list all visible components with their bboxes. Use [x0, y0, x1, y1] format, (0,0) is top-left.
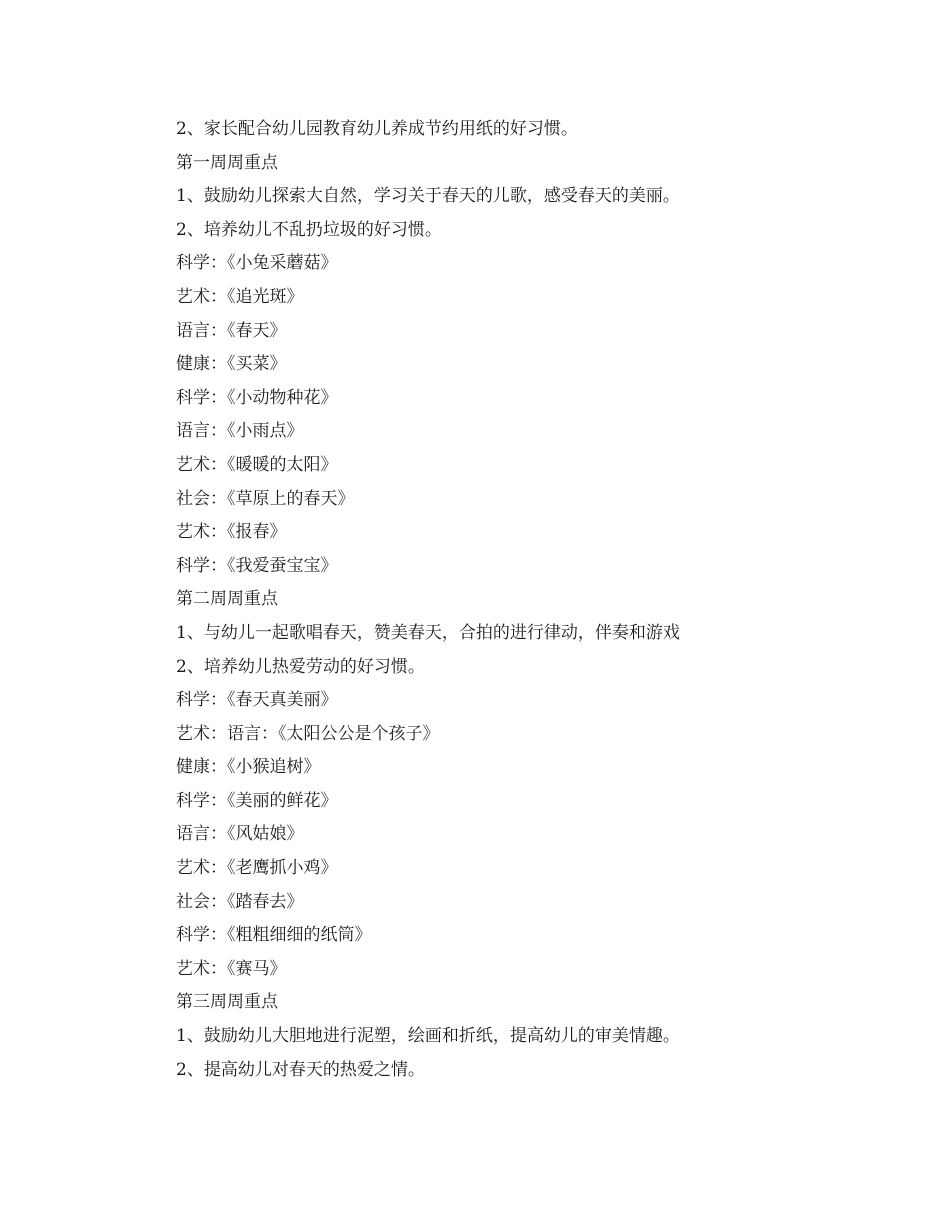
week-1-activity: 科学：《小兔采蘑菇》 [176, 253, 338, 274]
week-2-activity: 语言：《风姑娘》 [176, 824, 304, 845]
week-3-goal-1: 1、鼓励幼儿大胆地进行泥塑，绘画和折纸，提高幼儿的审美情趣。 [176, 1026, 680, 1047]
week-1-activity: 艺术：《暖暖的太阳》 [176, 454, 338, 475]
parent-habit-line: 2、家长配合幼儿园教育幼儿养成节约用纸的好习惯。 [176, 119, 578, 139]
week-1-activity: 语言：《春天》 [176, 320, 287, 341]
week-1-activity: 艺术：《报春》 [176, 522, 287, 543]
week-2-activity: 艺术：《赛马》 [176, 958, 287, 979]
week-2-activity: 艺术：语言：《太阳公公是个孩子》 [176, 723, 440, 744]
week-2-activity: 科学：《春天真美丽》 [176, 690, 338, 711]
week-2-goal-1: 1、与幼儿一起歌唱春天，赞美春天，合拍的进行律动，伴奏和游戏 [176, 622, 680, 643]
week-2-activity: 健康：《小猴追树》 [176, 757, 321, 778]
week-1-activity: 科学：《小动物种花》 [176, 387, 338, 408]
week-1-activity: 科学：《我爱蚕宝宝》 [176, 555, 338, 576]
week-1-activity: 艺术：《追光斑》 [176, 286, 304, 307]
week-1-activity: 健康：《买菜》 [176, 354, 287, 375]
week-2-activity: 科学：《美丽的鲜花》 [176, 790, 338, 811]
document-body [176, 113, 796, 1087]
week-3-heading: 第三周周重点 [176, 992, 278, 1013]
week-2-activity: 艺术：《老鹰抓小鸡》 [176, 858, 338, 879]
week-1-activity: 语言：《小雨点》 [176, 421, 304, 442]
week-2-goal-2: 2、培养幼儿热爱劳动的好习惯。 [176, 656, 425, 677]
week-1-heading: 第一周周重点 [176, 152, 278, 173]
week-2-heading: 第二周周重点 [176, 589, 278, 610]
week-2-activity: 科学：《粗粗细细的纸筒》 [176, 925, 372, 946]
week-2-activity: 社会：《踏春去》 [176, 891, 304, 912]
week-1-goal-1: 1、鼓励幼儿探索大自然，学习关于春天的儿歌，感受春天的美丽。 [176, 186, 680, 207]
week-3-goal-2: 2、提高幼儿对春天的热爱之情。 [176, 1059, 425, 1080]
week-1-goal-2: 2、培养幼儿不乱扔垃圾的好习惯。 [176, 219, 442, 240]
week-1-activity: 社会：《草原上的春天》 [176, 488, 355, 509]
